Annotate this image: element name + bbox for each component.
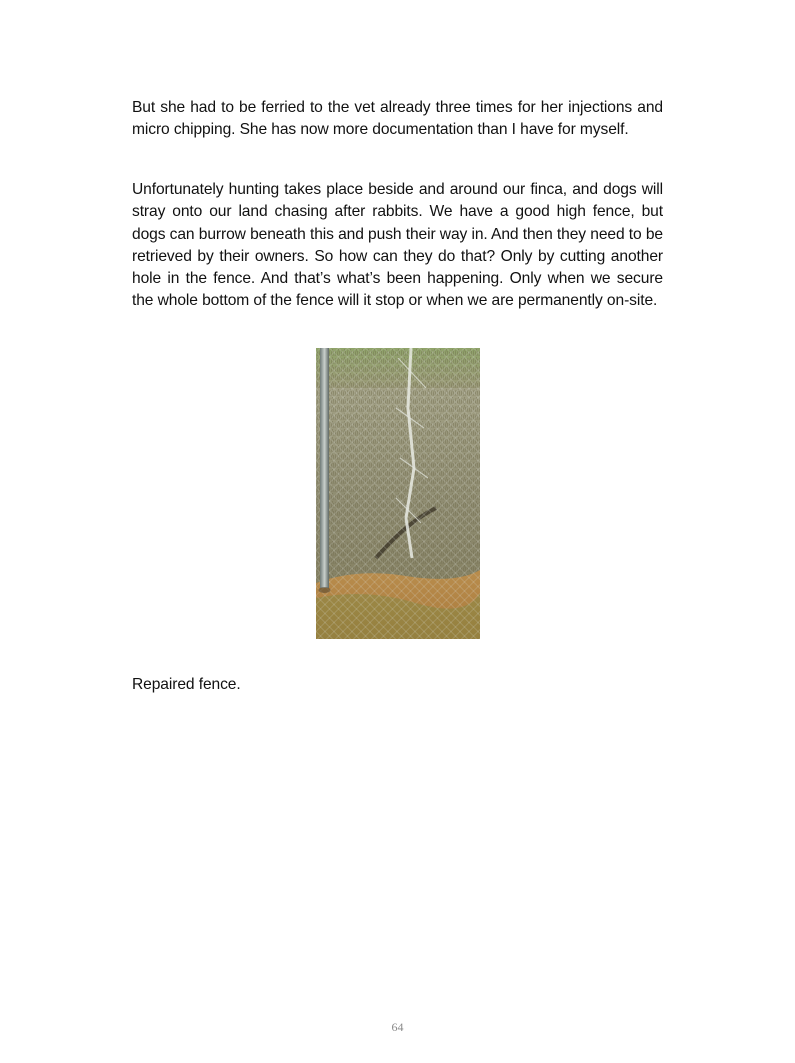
figure-caption: Repaired fence. <box>132 676 241 693</box>
body-paragraph: Unfortunately hunting takes place beside and around our finca, and dogs will stray onto our land chasing after rabbits. We have a good high fence, but dogs can burrow beneath this and push their way in. And then they need to be retrieved by their owners. So how can they do that? Only by cutting another hole in the fence. And that’s what’s been happening. Only when we secure the whole bottom of the fence will it stop or when we are permanently on-site. <box>132 181 663 310</box>
repaired-fence-photo <box>316 348 480 639</box>
page-number: 64 <box>391 1020 404 1034</box>
body-paragraph: But she had to be ferried to the vet already three times for her injections and micro chipping. She has now more documentation than I have for myself. <box>132 99 663 139</box>
